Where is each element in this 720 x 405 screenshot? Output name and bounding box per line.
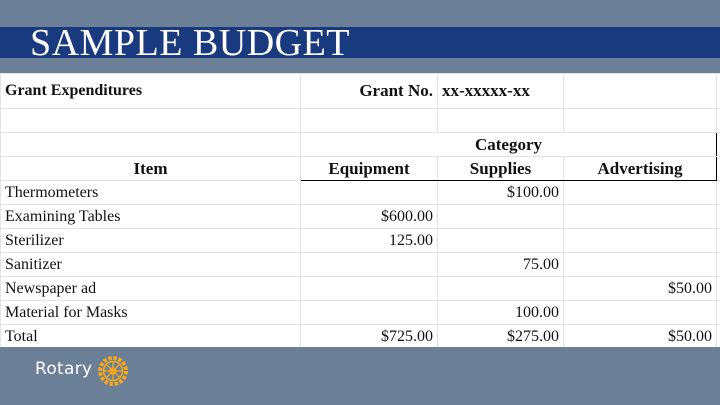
grant-number-value: xx-xxxxx-xx <box>438 74 564 109</box>
cell-equipment: $600.00 <box>301 205 438 229</box>
cell-supplies: 75.00 <box>438 253 564 277</box>
cell-supplies: $100.00 <box>438 181 564 205</box>
column-header-row <box>1 157 720 181</box>
cell-advertising <box>564 229 717 253</box>
cell-supplies: 100.00 <box>438 301 564 325</box>
cell-item: Thermometers <box>1 181 301 205</box>
table-row <box>1 181 720 205</box>
cell-item: Sanitizer <box>1 253 301 277</box>
spreadsheet <box>0 73 720 347</box>
cell-equipment: 125.00 <box>301 229 438 253</box>
cell-item: Sterilizer <box>1 229 301 253</box>
table-row <box>1 253 720 277</box>
total-supplies: $275.00 <box>438 325 564 348</box>
total-advertising: $50.00 <box>564 325 717 348</box>
col-item: Item <box>1 157 301 181</box>
cell-advertising <box>564 205 717 229</box>
cell-equipment <box>301 181 438 205</box>
rotary-logo-text: Rotary <box>35 359 93 379</box>
grant-number-label: Grant No. <box>301 74 438 109</box>
sheet-heading: Grant Expenditures <box>1 74 301 109</box>
col-advertising: Advertising <box>564 157 717 181</box>
cell-advertising: $50.00 <box>564 277 717 301</box>
cell-supplies <box>438 229 564 253</box>
heading-row <box>1 74 720 109</box>
cell-item: Material for Masks <box>1 301 301 325</box>
cell-equipment <box>301 253 438 277</box>
total-row <box>1 325 720 348</box>
table-row <box>1 277 720 301</box>
slide-title: SAMPLE BUDGET <box>30 22 351 64</box>
cell-supplies <box>438 205 564 229</box>
cell-equipment <box>301 277 438 301</box>
budget-table <box>0 73 720 347</box>
cell-item: Newspaper ad <box>1 277 301 301</box>
table-row <box>1 229 720 253</box>
table-row <box>1 205 720 229</box>
cell-equipment <box>301 301 438 325</box>
spacer-row <box>1 109 720 133</box>
rotary-wheel-icon <box>95 353 131 389</box>
category-label: Category <box>301 133 717 157</box>
total-equipment: $725.00 <box>301 325 438 348</box>
cell-advertising <box>564 253 717 277</box>
cell-advertising <box>564 301 717 325</box>
cell-advertising <box>564 181 717 205</box>
col-supplies: Supplies <box>438 157 564 181</box>
cell-supplies <box>438 277 564 301</box>
total-label: Total <box>1 325 301 348</box>
col-equipment: Equipment <box>301 157 438 181</box>
cell-item: Examining Tables <box>1 205 301 229</box>
table-row <box>1 301 720 325</box>
category-row <box>1 133 720 157</box>
